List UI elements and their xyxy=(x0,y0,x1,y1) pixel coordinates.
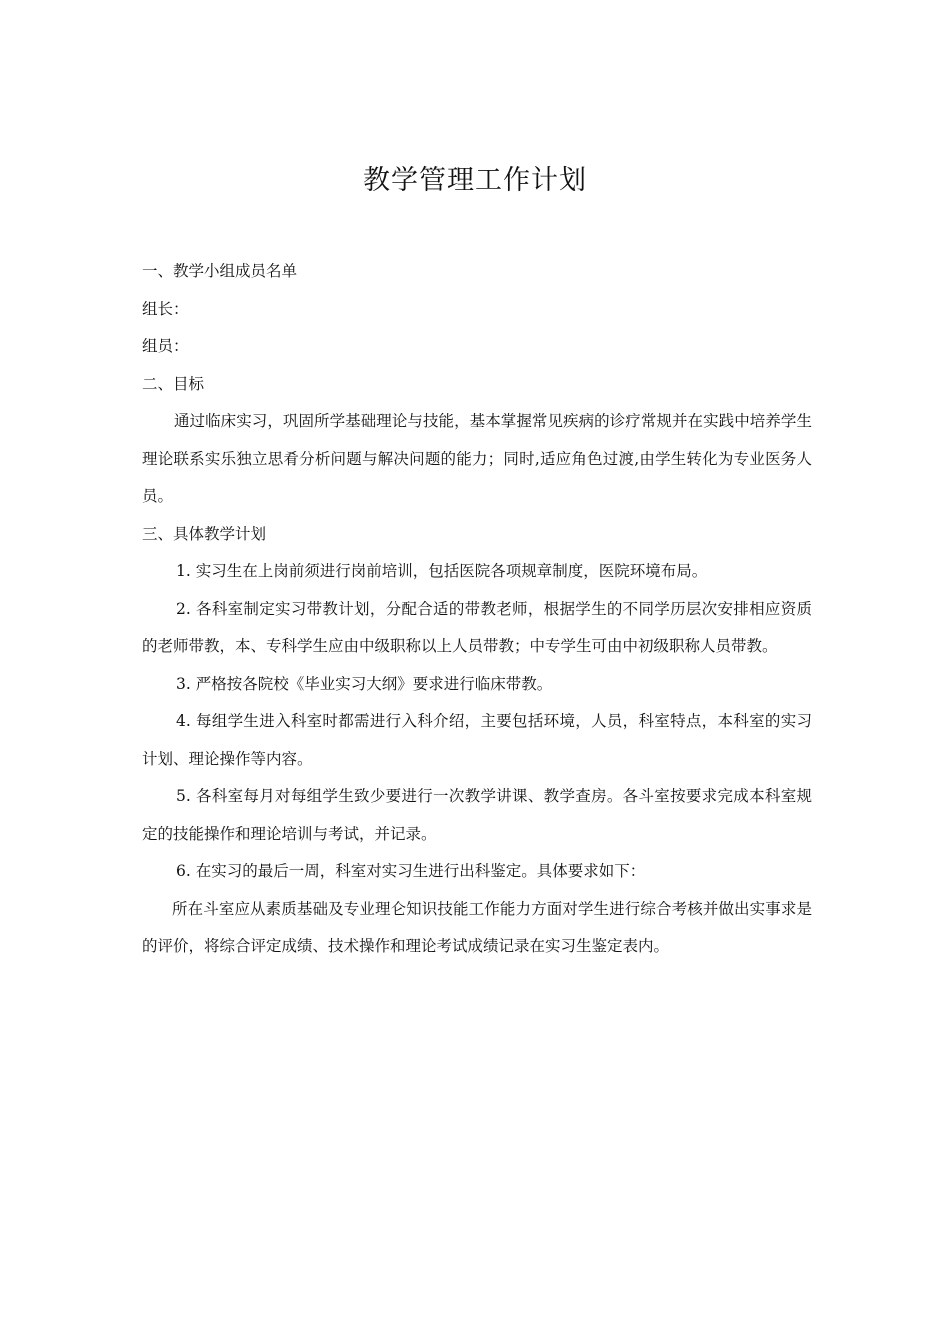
section-heading-goals: 二、目标 xyxy=(142,374,205,393)
group-leader-line: 组长： xyxy=(142,299,189,318)
plan-item: 6. 在实习的最后一周，科室对实习生进行出科鉴定。具体要求如下： xyxy=(176,862,646,880)
closing-paragraph: 所在斗室应从素质基础及专业理仑知识技能工作能力方面对学生进行综合考核并做出实事求是的评价，将综合评定成绩、技术操作和理论考试成绩记录在实习生鉴定表内。 xyxy=(142,899,812,955)
section-heading-plan: 三、具体教学计划 xyxy=(142,524,267,543)
plan-item: 5. 各科室每月对每组学生致少要进行一次教学讲课、教学查房。各斗室按要求完成本科室规定的技能操作和理论培训与考试，并记录。 xyxy=(142,787,812,843)
document-body xyxy=(142,253,812,966)
plan-item: 4. 每组学生进入科室时都需进行入科介绍，主要包括环境，人员，科室特点，本科室的实习计划、理论操作等内容。 xyxy=(142,712,812,768)
document-title: 教学管理工作计划 xyxy=(363,165,587,196)
goals-paragraph: 通过临床实习，巩固所学基础理论与技能，基本掌握常见疾病的诊疗常规并在实践中培养学生理论联系实乐独立思肴分析问题与解决问题的能力；同时,适应角色过渡,由学生转化为专业医务人员。 xyxy=(142,412,812,505)
section-heading-members: 一、教学小组成员名单 xyxy=(142,262,298,280)
plan-item: 1. 实习生在上岗前须进行岗前培训，包括医院各项规章制度，医院环境布局。 xyxy=(176,562,708,580)
group-members-line: 组员： xyxy=(142,337,189,355)
plan-item: 3. 严格按各院校《毕业实习大纲》要求进行临床带教。 xyxy=(176,674,553,693)
plan-item: 2. 各科室制定实习带教计划，分配合适的带教老师，根据学生的不同学历层次安排相应资质的老师带教，本、专科学生应由中级职称以上人员带教；中专学生可由中初级职称人员带教。 xyxy=(142,599,812,655)
